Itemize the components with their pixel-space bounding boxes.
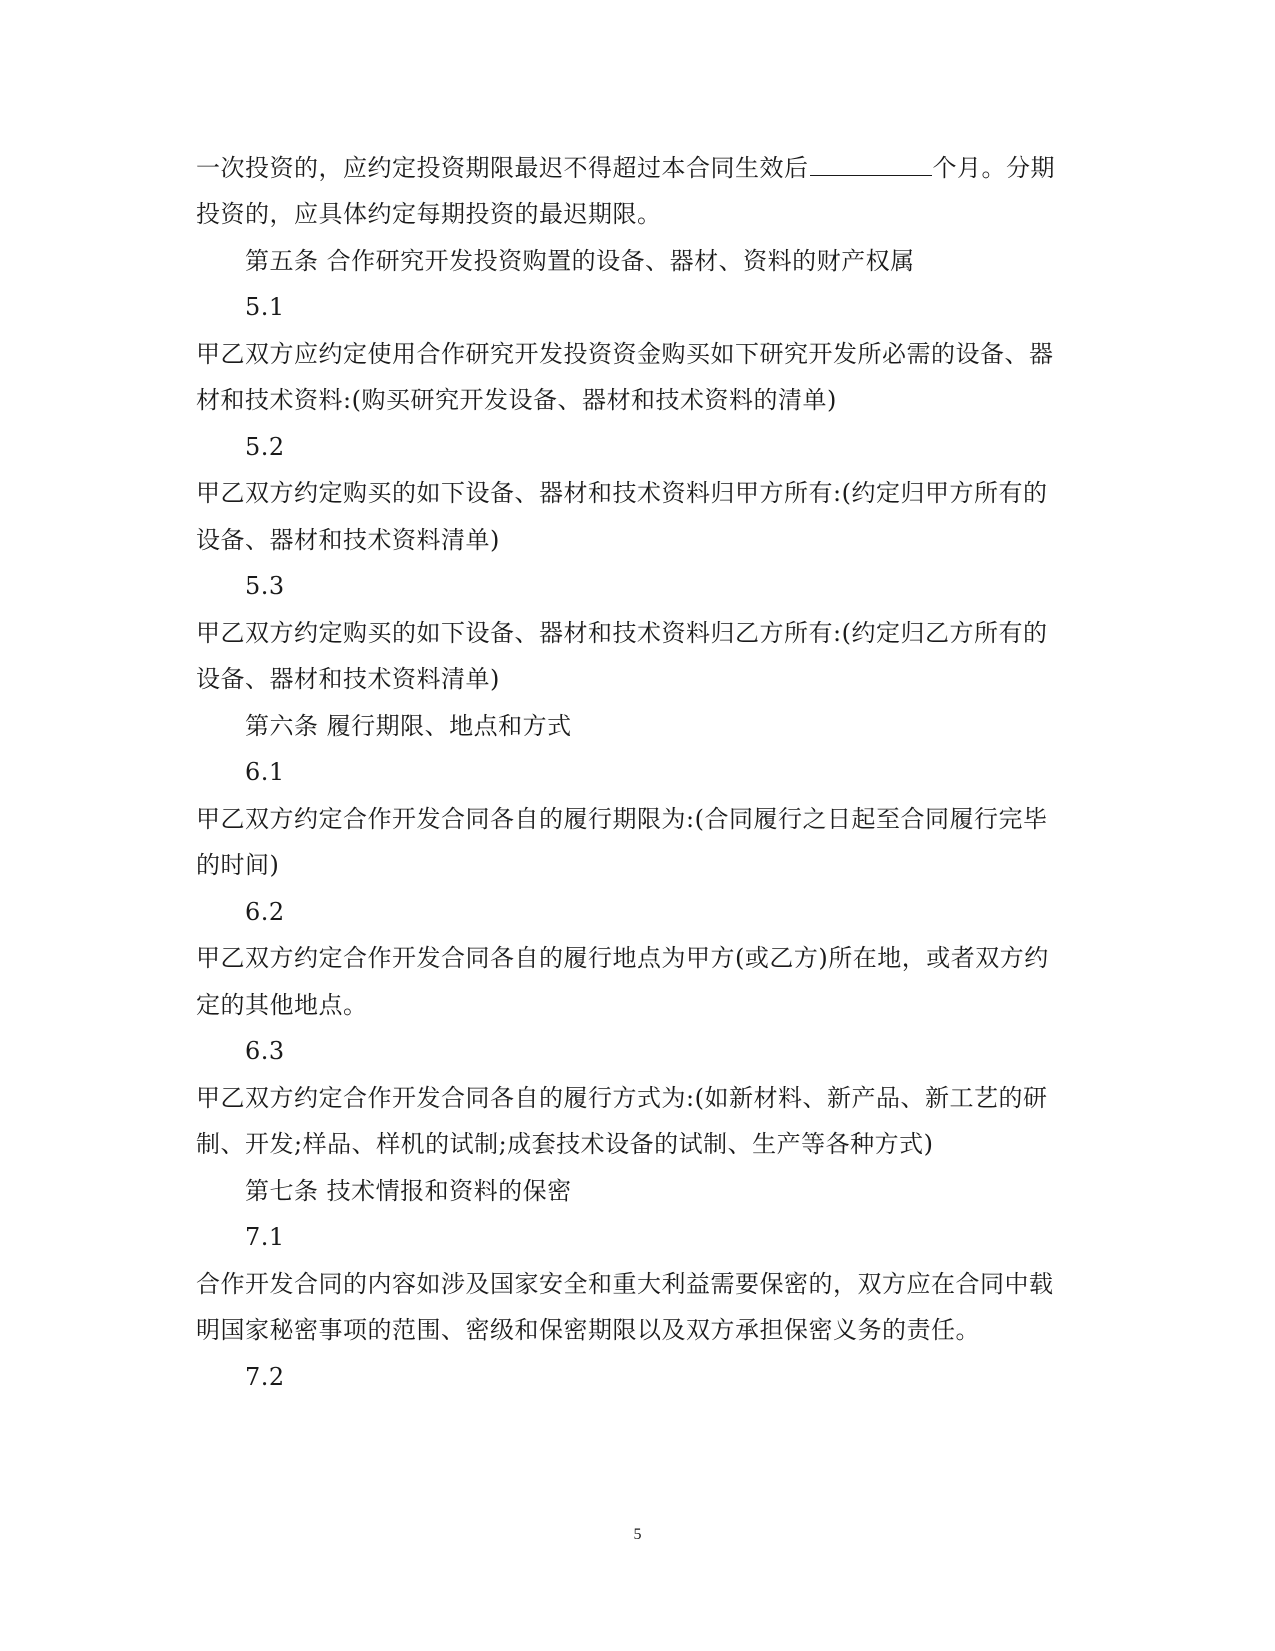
page-number: 5 bbox=[633, 1526, 642, 1543]
paragraph-line: 甲乙双方约定合作开发合同各自的履行方式为:(如新材料、新产品、新工艺的研 bbox=[196, 1084, 1048, 1112]
clause-number: 5.1 bbox=[245, 293, 285, 321]
clause-number: 5.2 bbox=[245, 433, 285, 461]
paragraph-line bbox=[196, 153, 1055, 183]
blank-underline bbox=[810, 155, 932, 176]
paragraph-line: 甲乙双方约定购买的如下设备、器材和技术资料归甲方所有:(约定归甲方所有的 bbox=[196, 479, 1048, 507]
clause-number: 6.1 bbox=[245, 758, 285, 786]
section-heading: 第五条 合作研究开发投资购置的设备、器材、资料的财产权属 bbox=[245, 247, 915, 275]
paragraph-line: 合作开发合同的内容如涉及国家安全和重大利益需要保密的，双方应在合同中载 bbox=[196, 1270, 1054, 1298]
text-segment: 个月。分期 bbox=[932, 154, 1055, 182]
clause-number: 6.3 bbox=[245, 1037, 285, 1065]
clause-number: 5.3 bbox=[245, 572, 285, 600]
paragraph-line: 制、开发;样品、样机的试制;成套技术设备的试制、生产等各种方式) bbox=[196, 1130, 934, 1158]
clause-number: 7.1 bbox=[245, 1223, 285, 1251]
paragraph-line: 明国家秘密事项的范围、密级和保密期限以及双方承担保密义务的责任。 bbox=[196, 1316, 980, 1344]
paragraph-line: 甲乙双方约定合作开发合同各自的履行地点为甲方(或乙方)所在地，或者双方约 bbox=[196, 944, 1049, 972]
section-heading: 第七条 技术情报和资料的保密 bbox=[245, 1177, 572, 1205]
paragraph-line: 设备、器材和技术资料清单) bbox=[196, 665, 500, 693]
text-segment: 一次投资的，应约定投资期限最迟不得超过本合同生效后 bbox=[196, 154, 809, 182]
paragraph-line: 甲乙双方应约定使用合作研究开发投资资金购买如下研究开发所必需的设备、器 bbox=[196, 340, 1054, 368]
paragraph-line: 定的其他地点。 bbox=[196, 991, 368, 1019]
section-heading: 第六条 履行期限、地点和方式 bbox=[245, 712, 572, 740]
paragraph-line: 甲乙双方约定合作开发合同各自的履行期限为:(合同履行之日起至合同履行完毕 bbox=[196, 805, 1048, 833]
paragraph-line: 的时间) bbox=[196, 851, 280, 879]
paragraph-line: 材和技术资料:(购买研究开发设备、器材和技术资料的清单) bbox=[196, 386, 837, 414]
clause-number: 7.2 bbox=[245, 1363, 285, 1391]
clause-number: 6.2 bbox=[245, 898, 285, 926]
paragraph-line: 设备、器材和技术资料清单) bbox=[196, 526, 500, 554]
paragraph-line: 投资的，应具体约定每期投资的最迟期限。 bbox=[196, 200, 662, 228]
paragraph-line: 甲乙双方约定购买的如下设备、器材和技术资料归乙方所有:(约定归乙方所有的 bbox=[196, 619, 1048, 647]
